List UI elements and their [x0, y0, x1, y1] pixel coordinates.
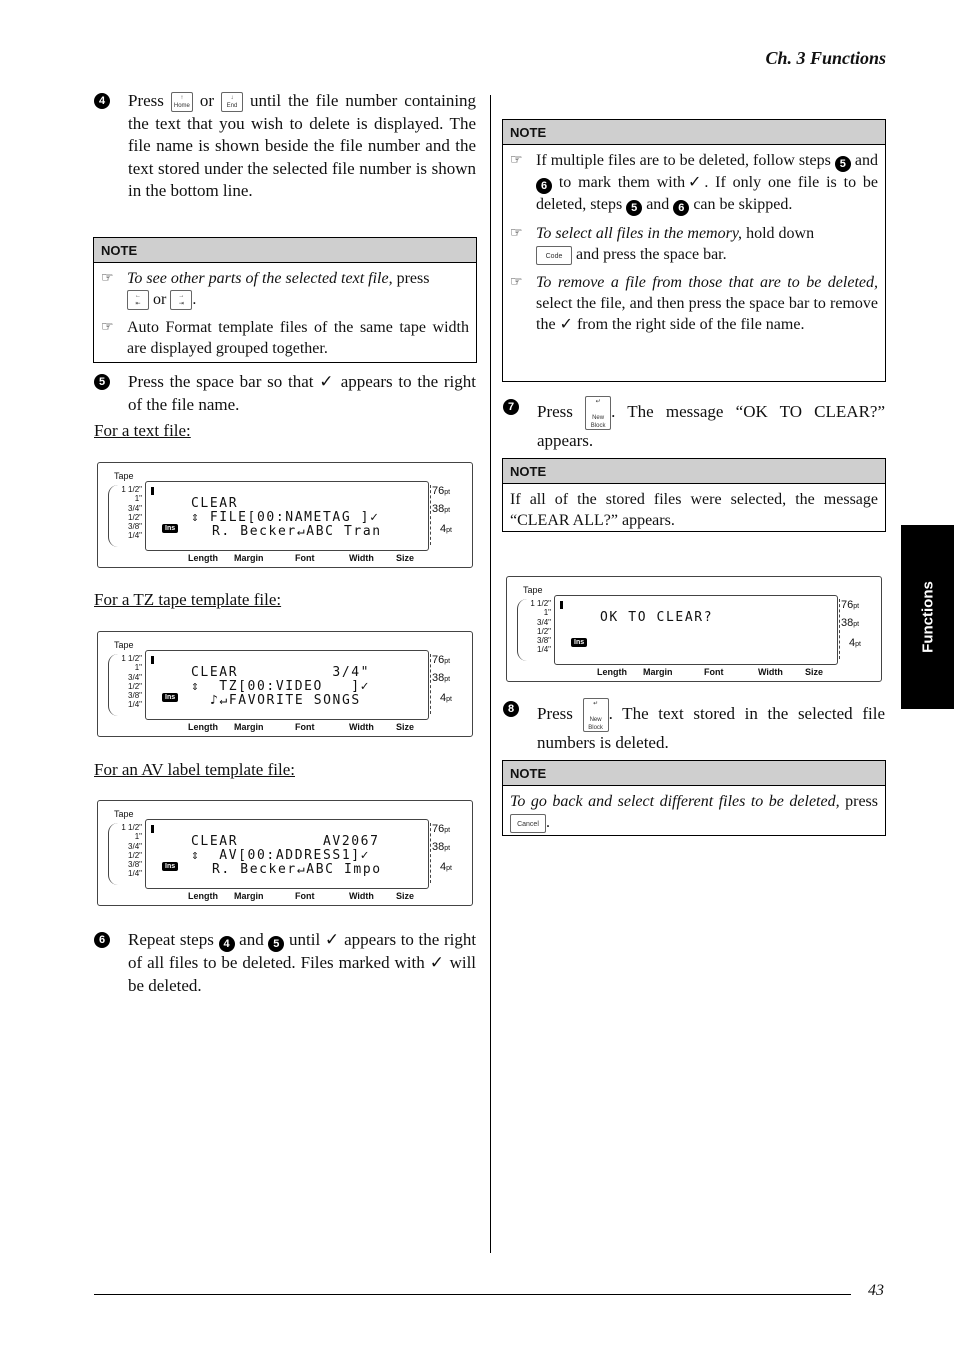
footer-rule — [94, 1294, 851, 1295]
note-box-1 — [93, 237, 477, 363]
cancel-key-icon: Cancel — [510, 814, 546, 833]
note-item: ☞ To remove a file from those that are to be deleted, select the file, and then press the space bar to remove the ✓ from the right side of the file name. — [510, 274, 878, 333]
caption-text-file: For a text file: — [94, 421, 191, 440]
step-4-number: 4 — [94, 93, 110, 109]
lcd-display-text-file: Tape 1 1/2" 1" 3/4" 1/2" 3/8" 1/4" Ins CLEAR ⇕ FILE[00:NAMETAG ]✓ R. Becker↵ABC Tran 76pt 38pt 4pt Length Margin Font Width Size — [97, 462, 473, 568]
lcd-display-tz-file: Tape 1 1/2" 1" 3/4" 1/2" 3/8" 1/4" Ins CLEAR 3/4" ⇕ TZ[00:VIDEO ]✓ ♪↵FAVORITE SONGS 76pt 38pt 4pt Length Margin Font Width Size — [97, 631, 473, 737]
step-7: 7 Press ↵ New Block. The message “OK TO CLEAR?” appears. — [537, 396, 885, 453]
step-5: 5 Press the space bar so that ✓ appears to the right of the file name. — [128, 371, 476, 416]
note-heading: NOTE — [503, 459, 885, 484]
step-4: 4 Press ↑ Home or ↓ End until the file number containing the text that you wish to delete is displayed. The file name is shown beside the file number and the text stored under the selected file number is shown in the bottom line. — [128, 90, 476, 203]
lcd-display-ok-to-clear: Tape 1 1/2" 1" 3/4" 1/2" 3/8" 1/4" Ins OK TO CLEAR? 76pt 38pt 4pt Length Margin Font Width Size — [506, 576, 882, 682]
tape-scale: 1 1/2" 1" 3/4" 1/2" 3/8" 1/4" — [108, 485, 144, 547]
pointing-hand-icon: ☞ — [510, 152, 523, 168]
code-key-icon: Code — [536, 246, 572, 265]
cursor — [151, 825, 154, 833]
note-item: ☞ Auto Format template files of the same tape width are displayed grouped together. — [101, 319, 469, 358]
pointing-hand-icon: ☞ — [510, 225, 523, 241]
page-number: 43 — [868, 1282, 884, 1299]
caption-tz-file: For a TZ tape template file: — [94, 590, 282, 609]
side-tab — [901, 525, 954, 709]
right-key-icon: → ⇥ — [170, 290, 192, 310]
check-icon: ✓ — [429, 953, 445, 972]
cursor — [560, 601, 563, 609]
note-item: ☞ If multiple files are to be deleted, follow steps 5 and 6 to mark them with✓. If only one file is to be deleted, steps 5 and 6 can be skipped. — [510, 152, 879, 214]
note-item: ☞ To select all files in the memory, hold down Code and press the space bar. — [510, 225, 815, 263]
step-8-number: 8 — [503, 701, 519, 717]
pointing-hand-icon: ☞ — [101, 270, 114, 286]
new-block-key-icon: ↵ New Block — [583, 698, 609, 732]
note-heading: NOTE — [503, 761, 885, 786]
tape-scale: 1 1/2" 1" 3/4" 1/2" 3/8" 1/4" — [517, 599, 553, 661]
lcd-display-av-file: Tape 1 1/2" 1" 3/4" 1/2" 3/8" 1/4" Ins CLEAR AV2067 ⇕ AV[00:ADDRESS1]✓ R. Becker↵ABC Impo 76pt 38pt 4pt Length Margin Font Width Size — [97, 800, 473, 906]
lcd-screen: Ins CLEAR ⇕ FILE[00:NAMETAG ]✓ R. Becker↵ABC Tran — [145, 481, 429, 551]
cursor — [151, 656, 154, 664]
ins-indicator: Ins — [571, 638, 587, 647]
step-6-number: 6 — [94, 932, 110, 948]
step-8: 8 Press ↵ New Block. The text stored in the selected file numbers is deleted. — [537, 698, 885, 755]
pointing-hand-icon: ☞ — [101, 319, 114, 336]
step-5-number: 5 — [94, 374, 110, 390]
caption-av-file: For an AV label template file: — [94, 760, 295, 779]
pointing-hand-icon: ☞ — [510, 274, 523, 290]
note-heading: NOTE — [503, 120, 885, 145]
chapter-header: Ch. 3 Functions — [765, 48, 886, 68]
note-box-2 — [502, 119, 886, 382]
tape-scale: 1 1/2" 1" 3/4" 1/2" 3/8" 1/4" — [108, 823, 144, 885]
note-item: ☞ To see other parts of the selected text file, press ← ⇤ or → ⇥ . — [101, 268, 469, 310]
home-key-icon: ↑ Home — [171, 92, 193, 112]
step-7-number: 7 — [503, 399, 519, 415]
check-icon: ✓ — [685, 174, 705, 191]
new-block-key-icon: ↵ New Block — [585, 396, 611, 430]
tape-scale: 1 1/2" 1" 3/4" 1/2" 3/8" 1/4" — [108, 654, 144, 716]
ins-indicator: Ins — [162, 693, 178, 702]
step-6: 6 Repeat steps 4 and 5 until ✓ appears to the right of all files to be deleted. Files marked with ✓ will be deleted. — [128, 929, 476, 997]
lcd-screen: Ins OK TO CLEAR? — [554, 595, 838, 665]
note-heading: NOTE — [94, 238, 476, 263]
note-box-4: NOTE To go back and select different files to be deleted, press Cancel . — [502, 760, 886, 836]
side-tab-label: Functions — [919, 581, 936, 653]
end-key-icon: ↓ End — [221, 92, 243, 112]
lcd-screen: Ins CLEAR 3/4" ⇕ TZ[00:VIDEO ]✓ ♪↵FAVORITE SONGS — [145, 650, 429, 720]
ins-indicator: Ins — [162, 862, 178, 871]
lcd-screen: Ins CLEAR AV2067 ⇕ AV[00:ADDRESS1]✓ R. Becker↵ABC Impo — [145, 819, 429, 889]
cursor — [151, 487, 154, 495]
left-key-icon: ← ⇤ — [127, 290, 149, 310]
check-icon: ✓ — [319, 372, 335, 391]
check-icon: ✓ — [559, 316, 573, 333]
note-box-3: NOTE If all of the stored files were selected, the message “CLEAR ALL?” appears. — [502, 458, 886, 532]
column-divider — [490, 95, 491, 1253]
ins-indicator: Ins — [162, 524, 178, 533]
check-icon: ✓ — [324, 930, 340, 949]
